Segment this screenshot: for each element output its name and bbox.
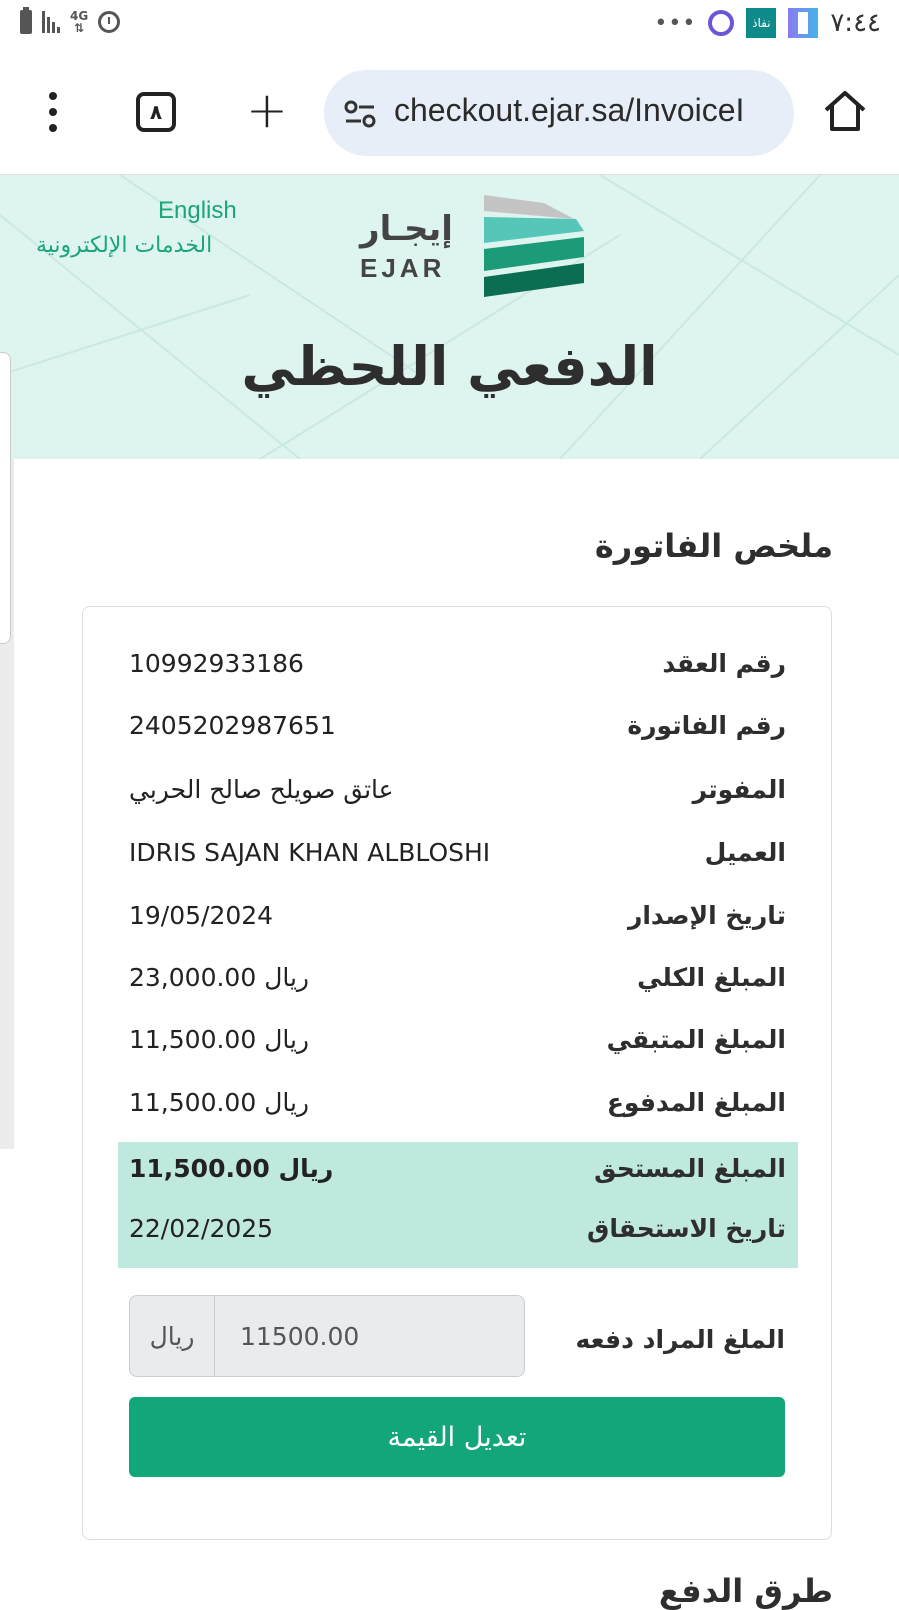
- invoice-summary-title: ملخص الفاتورة: [594, 527, 833, 565]
- more-notifications-icon: •••: [654, 10, 697, 36]
- summary-row-contract: [118, 637, 798, 699]
- nafath-app-icon: نفاذ: [746, 8, 776, 38]
- payment-amount-label: الملغ المراد دفعه: [575, 1325, 785, 1354]
- menu-dot-icon: [49, 92, 57, 100]
- logo-english-text: EJAR: [360, 253, 446, 283]
- status-time: ٧:٤٤: [830, 8, 881, 38]
- row-value: 11,500.00 ريال: [129, 1025, 309, 1054]
- home-icon[interactable]: [822, 88, 868, 134]
- row-label: المبلغ المدفوع: [606, 1088, 786, 1117]
- side-drawer-handle[interactable]: [0, 352, 11, 644]
- logo-arabic-text: إيجـار: [360, 209, 453, 249]
- summary-row-total: [118, 951, 798, 1013]
- currency-addon: ريال: [130, 1296, 215, 1376]
- summary-row-customer: [118, 826, 798, 888]
- row-value: 19/05/2024: [129, 901, 274, 930]
- edit-amount-button[interactable]: تعديل القيمة: [129, 1397, 785, 1477]
- row-label: تاريخ الاستحقاق: [587, 1214, 786, 1243]
- browser-toolbar: [0, 52, 899, 175]
- summary-row-biller: [118, 763, 798, 825]
- eservices-link[interactable]: الخدمات الإلكترونية: [36, 233, 213, 258]
- tab-switcher-button[interactable]: ٨: [136, 92, 176, 132]
- page-header: [0, 175, 899, 459]
- menu-dot-icon: [49, 124, 57, 132]
- row-label: العميل: [704, 838, 786, 867]
- row-value: 2405202987651: [129, 711, 336, 740]
- row-value: عاتق صويلح صالح الحربي: [129, 775, 394, 804]
- page-title: الدفعي اللحظي: [241, 335, 658, 398]
- summary-row-paid: [118, 1076, 798, 1138]
- status-right: [654, 8, 881, 38]
- summary-row-due-date: [118, 1206, 798, 1268]
- row-value: 10992933186: [129, 649, 304, 678]
- summary-row-issue-date: [118, 889, 798, 951]
- row-value: 11,500.00 ريال: [129, 1154, 334, 1183]
- payment-amount-input[interactable]: [215, 1296, 523, 1376]
- language-link[interactable]: English: [158, 197, 237, 224]
- summary-row-due-amount: [118, 1142, 798, 1206]
- ejar-logo: [354, 195, 584, 305]
- signal-icon: [42, 11, 60, 33]
- invoice-summary-card: [82, 606, 832, 1540]
- app-notification-icon: [708, 10, 734, 36]
- row-value: 23,000.00 ريال: [129, 963, 309, 992]
- row-label: رقم الفاتورة: [627, 711, 786, 740]
- row-value: IDRIS SAJAN KHAN ALBLOSHI: [129, 838, 491, 867]
- url-text[interactable]: checkout.ejar.sa/InvoiceI: [394, 92, 745, 128]
- status-bar: [0, 0, 899, 52]
- row-label: المبلغ المستحق: [594, 1154, 786, 1183]
- row-label: تاريخ الإصدار: [627, 901, 786, 930]
- menu-dot-icon: [49, 108, 57, 116]
- site-settings-icon[interactable]: [344, 100, 376, 128]
- row-label: المبلغ المتبقي: [606, 1025, 786, 1054]
- row-value: 22/02/2025: [129, 1214, 274, 1243]
- battery-icon: [20, 10, 32, 34]
- payment-methods-title: طرق الدفع: [658, 1572, 833, 1610]
- ejar-logo-mark: [484, 195, 584, 297]
- network-indicator: 4G ⇅: [70, 9, 89, 35]
- summary-row-invoice: [118, 699, 798, 761]
- summary-row-remaining: [118, 1013, 798, 1075]
- status-left: [20, 10, 120, 34]
- row-label: المفوتر: [692, 775, 786, 804]
- payment-amount-group: [129, 1295, 525, 1377]
- row-value: 11,500.00 ريال: [129, 1088, 309, 1117]
- new-tab-button[interactable]: +: [246, 81, 288, 139]
- network-type: 4G: [70, 9, 89, 23]
- row-label: رقم العقد: [662, 649, 786, 678]
- browser-menu-button[interactable]: [38, 92, 68, 132]
- alarm-icon: [98, 11, 120, 33]
- row-label: المبلغ الكلي: [637, 963, 786, 992]
- address-bar[interactable]: [324, 70, 794, 156]
- app-notification-icon-2: [788, 8, 818, 38]
